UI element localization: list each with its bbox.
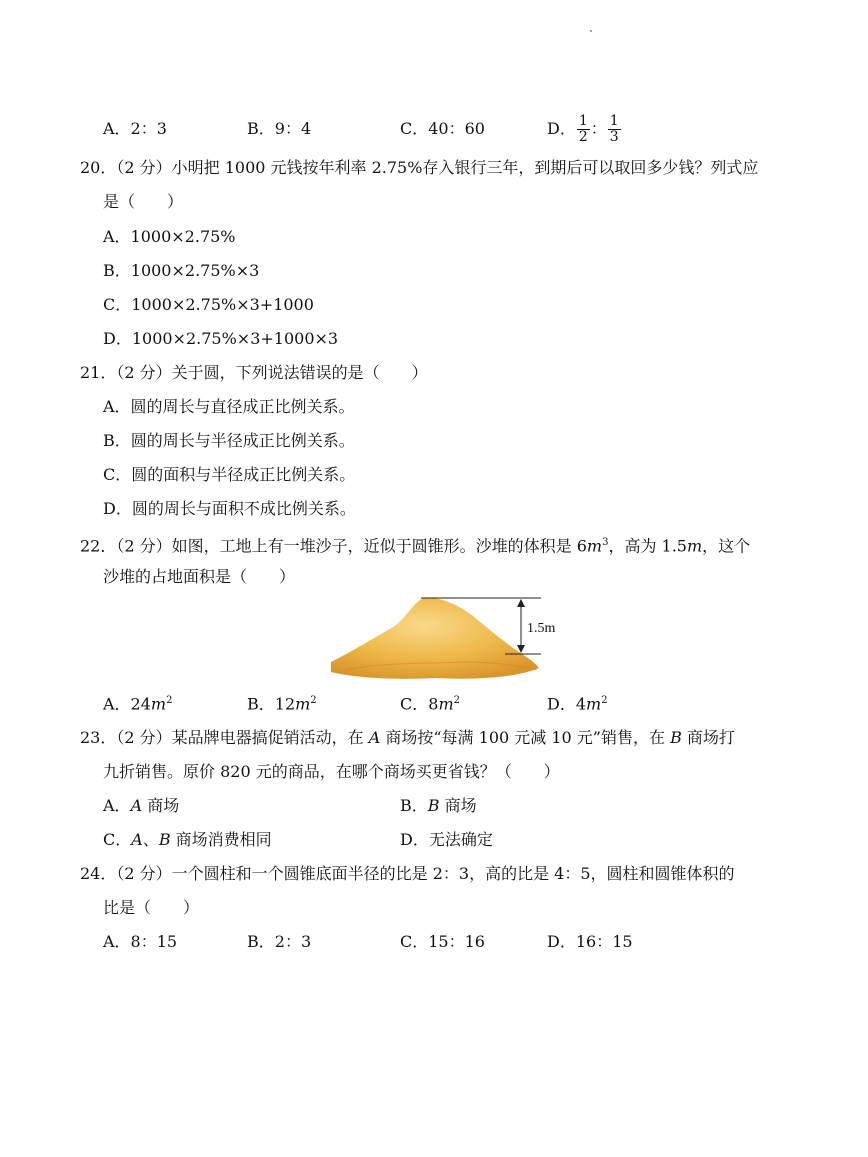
ratio-separator: ：: [590, 119, 607, 138]
q19-option-d-label: D．: [547, 119, 576, 138]
q23-option-c: C．A、B 商场消费相同: [103, 830, 272, 849]
q21-stem: 21．（2 分）关于圆，下列说法错误的是（ ）: [80, 363, 428, 382]
q20-option-c: C．1000×2.75%×3+1000: [103, 295, 314, 314]
q24-option-a: A．8：15: [103, 932, 178, 951]
fraction-one-third: $\frac{1}{3}$: [609, 113, 619, 145]
sand-pile-icon: [331, 598, 539, 679]
q21-option-d: D．圆的周长与面积不成比例关系。: [103, 499, 356, 518]
q20-stem-line2: 是（ ）: [103, 192, 184, 211]
q22-option-d: D．$4m^2$: [547, 694, 608, 714]
q21-option-b: B．圆的周长与半径成正比例关系。: [103, 431, 355, 450]
q23-stem-line2: 九折销售。原价 820 元的商品，在哪个商场买更省钱？（ ）: [103, 762, 560, 781]
q21-option-c: C．圆的面积与半径成正比例关系。: [103, 465, 356, 484]
page-dot: [590, 30, 592, 32]
sand-pile-figure: [325, 592, 565, 684]
q22-stem-line2: 沙堆的占地面积是（ ）: [103, 567, 296, 586]
q24-option-c: C．15：16: [400, 932, 485, 951]
q24-stem-line2: 比是（ ）: [103, 898, 200, 917]
q23-option-a: A．A 商场: [103, 796, 180, 815]
q19-option-c: C．40：60: [400, 119, 485, 138]
q19-option-a: A．2：3: [103, 119, 167, 138]
q19-option-d: [547, 110, 622, 148]
height-label: 1.5m: [527, 621, 556, 636]
q20-option-d: D．1000×2.75%×3+1000×3: [103, 329, 339, 348]
q22-option-a: A．$24m^2$: [103, 694, 173, 714]
q21-option-a: A．圆的周长与直径成正比例关系。: [103, 397, 355, 416]
q22-option-b: B．$12m^2$: [247, 694, 317, 714]
q22-stem-line1: 22．（2 分）如图，工地上有一堆沙子，近似于圆锥形。沙堆的体积是 $6m^3$，高为 1.5m，这个: [80, 536, 751, 556]
q20-option-a: A．1000×2.75%: [103, 227, 236, 246]
q23-option-d: D．无法确定: [400, 830, 493, 849]
q23-option-b: B．B 商场: [400, 796, 477, 815]
arrow-up-icon: [517, 599, 525, 607]
q22-option-c: C．$8m^2$: [400, 694, 460, 714]
q20-option-b: B．1000×2.75%×3: [103, 261, 260, 280]
q24-stem-line1: 24．（2 分）一个圆柱和一个圆锥底面半径的比是 2：3，高的比是 4：5，圆柱和圆锥体积的: [80, 864, 735, 883]
q19-option-b: B．9：4: [247, 119, 312, 138]
q20-stem-line1: 20．（2 分）小明把 1000 元钱按年利率 2.75%存入银行三年，到期后可以取回多少钱？列式应: [80, 158, 759, 177]
q24-option-d: D．16：15: [547, 932, 633, 951]
fraction-one-half: $\frac{1}{2}$: [578, 113, 588, 145]
q23-stem-line1: 23．（2 分）某品牌电器搞促销活动，在 A 商场按“每满 100 元减 10 元”销售，在 B 商场打: [80, 728, 735, 747]
q24-option-b: B．2：3: [247, 932, 312, 951]
